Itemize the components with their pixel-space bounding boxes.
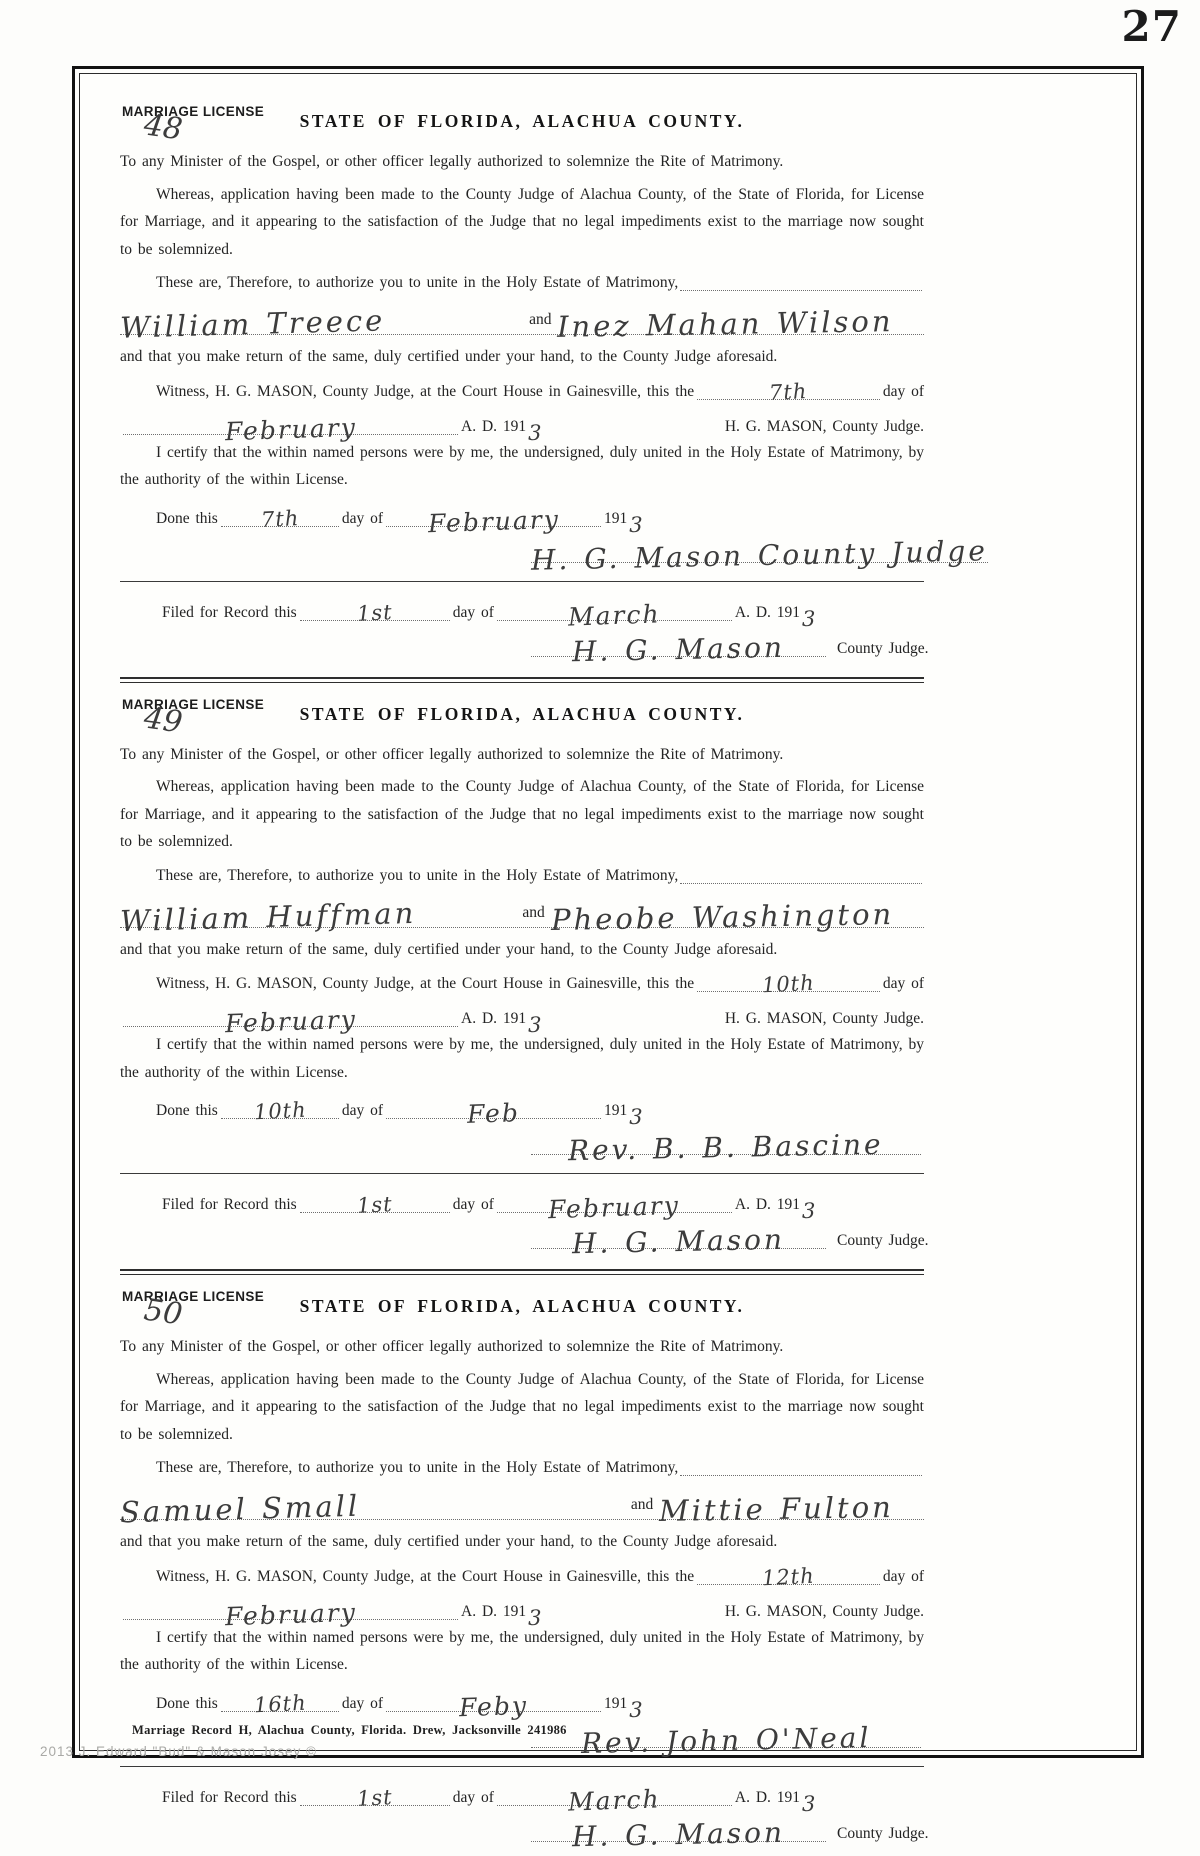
done-this-label: Done this [156,1694,218,1712]
section-title: STATE OF FLORIDA, ALACHUA COUNTY. [299,111,745,131]
authorize-line [120,861,924,888]
done-month-slot [386,1098,601,1129]
county-judge-label: County Judge. [837,1232,929,1249]
witness-month-line [120,1593,924,1631]
certify-paragraph: I certify that the within named persons were by me, the undersigned, duly united in the Holy Estate of Matrimony, by the authority of the within License. [120,443,924,488]
section-title: STATE OF FLORIDA, ALACHUA COUNTY. [299,1296,745,1316]
record-book-footer: Marriage Record H, Alachua County, Florida. Drew, Jacksonville 241986 [132,1723,567,1737]
filed-month-handwritten: February [548,1190,681,1225]
return-clause: and that you make return of the same, duly certified under your hand, to the County Judge aforesaid. [120,1533,778,1550]
done-month-handwritten: February [427,504,560,538]
witness-day-slot [697,1563,880,1590]
filed-day-handwritten: 1st [356,1784,394,1811]
witness-month-handwritten: February [224,1004,357,1039]
bride-name-handwritten: Pheobe Washington [550,896,895,937]
bride-name-handwritten: Inez Mahan Wilson [557,304,895,344]
signature-slot [531,1720,921,1760]
license-section-48 [119,90,989,683]
return-clause: and that you make return of the same, duly certified under your hand, to the County Judge aforesaid. [120,940,778,958]
witness-text: Witness, H. G. MASON, County Judge, at the Court House in Gainesville, this the [156,975,695,992]
officiant-signature-handwritten: H. G. Mason County Judge [530,533,989,577]
names-line [119,1486,924,1530]
authorize-text: These are, Therefore, to authorize you to unite in the Holy Estate of Matrimony, [156,274,679,291]
witness-line [120,376,924,404]
filed-month-handwritten: March [567,1783,662,1817]
filed-signature-line [120,1812,929,1853]
day-of-label: day of [882,382,924,400]
county-judge-label: County Judge. [837,1824,929,1842]
license-number-handwritten: 49 [141,700,185,740]
year-prefix: 191 [604,1694,628,1712]
and-label: and [529,311,552,328]
return-clause: and that you make return of the same, duly certified under your hand, to the County Judge aforesaid. [120,348,778,365]
done-this-label: Done this [156,509,218,527]
day-of-label: day of [882,975,924,992]
filed-month-slot [497,1190,732,1225]
done-line [120,1091,924,1129]
signature-slot [531,1222,826,1261]
divider-line [120,1766,924,1767]
license-section-49 [119,683,929,1276]
done-line [120,499,924,538]
filed-signature-handwritten: H. G. Mason [571,630,786,668]
witness-year-digit-handwritten: 3 [528,420,542,445]
marriage-license-block [122,1289,265,1333]
page-number: 27 [1121,2,1182,51]
filed-day-handwritten: 1st [356,1192,394,1218]
divider-line [120,1173,924,1174]
filed-signature-line [120,627,929,668]
day-of-label: day of [882,1567,924,1585]
day-of-label: day of [341,509,384,527]
done-day-slot [221,505,339,532]
done-year-digit-handwritten: 3 [629,1697,643,1722]
filed-line [120,1779,924,1817]
filed-year-digit-handwritten: 3 [802,606,816,631]
filed-label: Filed for Record this [162,1788,297,1806]
witness-day-slot [697,378,880,405]
done-month-slot [386,1690,601,1722]
year-prefix: 191 [604,509,628,527]
officiant-signature-line [120,533,989,577]
certify-paragraph: I certify that the within named persons were by me, the undersigned, duly united in the Holy Estate of Matrimony, by the authority of the within License. [120,1036,924,1081]
filed-month-slot [497,1783,732,1817]
section-header [120,1287,924,1333]
marriage-license-label: MARRIAGE LICENSE [122,1289,265,1304]
filed-day-slot [300,1784,450,1811]
witness-month-slot [123,1597,458,1631]
whereas-paragraph: Whereas, application having been made to the County Judge of Alachua County, of the State of Florida, for License for Marriage, and it appearing to the satisfaction of the Judge that no legal impediments exist to the marriage now sought to be solemnized. [120,1370,924,1443]
done-month-handwritten: Feby [458,1690,529,1722]
license-number-handwritten: 50 [141,1292,185,1333]
ad-label: A. D. 191 [734,1788,801,1806]
filed-day-slot [300,1192,450,1218]
witness-month-handwritten: February [224,1597,357,1631]
day-of-label: day of [341,1694,384,1712]
marriage-license-block [122,696,265,740]
witness-text: Witness, H. G. MASON, County Judge, at the Court House in Gainesville, this the [156,1567,695,1585]
witness-month-line [120,408,924,446]
whereas-paragraph: Whereas, application having been made to the County Judge of Alachua County, of the State of Florida, for License for Marriage, and it appearing to the satisfaction of the Judge that no legal impediments exist to the marriage now sought to be solemnized. [120,185,924,258]
done-month-slot [386,504,601,538]
filed-label: Filed for Record this [162,1196,297,1213]
section-title: STATE OF FLORIDA, ALACHUA COUNTY. [299,703,745,724]
judge-printed-name: H. G. MASON, County Judge. [724,1602,924,1620]
names-line [119,301,924,345]
section-header [120,102,924,148]
witness-month-handwritten: February [224,412,357,446]
marriage-license-label: MARRIAGE LICENSE [122,696,265,712]
signature-slot [531,1815,826,1853]
license-section-50 [119,1275,929,1853]
filed-day-handwritten: 1st [356,599,394,626]
done-line [120,1684,924,1722]
county-judge-label: County Judge. [837,639,929,657]
done-day-slot [221,1097,339,1125]
done-this-label: Done this [156,1102,218,1119]
ad-label: A. D. 191 [461,1010,527,1027]
done-day-handwritten: 10th [252,1097,307,1125]
signature-slot [531,630,826,668]
filed-signature-handwritten: H. G. Mason [571,1815,786,1853]
license-number-handwritten: 48 [141,107,185,148]
and-label: and [522,903,545,921]
names-line [119,894,924,938]
officiant-signature-handwritten: Rev. B. B. Bascine [567,1127,885,1168]
witness-day-handwritten: 7th [768,378,809,405]
authorize-line [120,1453,924,1480]
witness-year-digit-handwritten: 3 [528,1605,542,1630]
groom-name-handwritten: William Treece [119,303,386,345]
signature-slot [530,533,989,577]
filed-month-slot [497,598,732,632]
year-prefix: 191 [604,1102,628,1119]
filed-line [120,1186,924,1225]
done-day-slot [221,1690,339,1717]
groom-name-handwritten: Samuel Small [119,1488,361,1530]
signature-slot [531,1127,921,1168]
ad-label: A. D. 191 [734,1196,801,1213]
witness-day-handwritten: 12th [761,1563,816,1590]
filed-label: Filed for Record this [162,603,297,621]
done-day-handwritten: 7th [260,505,300,532]
done-day-handwritten: 16th [252,1690,307,1717]
authorize-line [120,268,924,295]
ad-label: A. D. 191 [734,603,801,621]
bride-name-handwritten: Mittie Fulton [658,1489,895,1529]
document-border-frame [72,66,1144,1853]
and-label: and [630,1496,654,1513]
officiant-signature-handwritten: Rev. John O'Neal [580,1720,872,1760]
judge-printed-name: H. G. MASON, County Judge. [724,1010,924,1027]
witness-day-handwritten: 10th [761,970,816,998]
ad-label: A. D. 191 [461,417,527,435]
witness-year-digit-handwritten: 3 [528,1013,542,1037]
section-header [120,695,924,741]
whereas-paragraph: Whereas, application having been made to the County Judge of Alachua County, of the State of Florida, for License for Marriage, and it appearing to the satisfaction of the Judge that no legal impediments exist to the marriage now sought to be solemnized. [120,778,924,850]
witness-month-slot [123,1004,458,1039]
certify-paragraph: I certify that the within named persons were by me, the undersigned, duly united in the Holy Estate of Matrimony, by the authority of the within License. [120,1628,924,1673]
judge-printed-name: H. G. MASON, County Judge. [724,417,924,435]
dotted-rule [680,883,922,884]
addressee-line: To any Minister of the Gospel, or other officer legally authorized to solemnize the Rite of Matrimony. [120,1338,784,1355]
filed-year-digit-handwritten: 3 [802,1791,816,1816]
addressee-line: To any Minister of the Gospel, or other officer legally authorized to solemnize the Rite of Matrimony. [120,745,784,763]
authorize-text: These are, Therefore, to authorize you to unite in the Holy Estate of Matrimony, [156,1459,679,1476]
done-year-digit-handwritten: 3 [629,1105,643,1129]
marriage-license-block [122,104,265,148]
authorize-text: These are, Therefore, to authorize you to unite in the Holy Estate of Matrimony, [156,866,679,884]
officiant-signature-line [120,1125,924,1168]
filed-day-slot [300,599,450,626]
divider-line [120,581,924,582]
copyright-watermark: 2013 J. Edward "Bud" & Mason Josey © [40,1744,317,1759]
day-of-label: day of [452,1196,494,1213]
dotted-rule [680,1475,922,1476]
filed-month-handwritten: March [567,598,662,632]
marriage-license-label: MARRIAGE LICENSE [122,104,265,119]
dotted-rule [680,290,922,291]
filed-signature-handwritten: H. G. Mason [571,1222,786,1261]
filed-line [120,594,924,632]
witness-line [120,1561,924,1589]
filed-signature-line [120,1219,929,1261]
addressee-line: To any Minister of the Gospel, or other officer legally authorized to solemnize the Rite of Matrimony. [120,153,784,170]
day-of-label: day of [452,1788,494,1806]
done-year-digit-handwritten: 3 [629,512,643,537]
filed-year-digit-handwritten: 3 [802,1199,816,1223]
day-of-label: day of [341,1102,384,1119]
groom-name-handwritten: William Huffman [119,895,417,938]
witness-text: Witness, H. G. MASON, County Judge, at the Court House in Gainesville, this the [156,382,695,400]
done-month-handwritten: Feb [466,1098,521,1129]
ad-label: A. D. 191 [461,1602,527,1620]
witness-line [120,968,924,996]
witness-day-slot [697,970,880,998]
witness-month-line [120,1000,924,1039]
witness-month-slot [123,412,458,446]
day-of-label: day of [452,603,494,621]
